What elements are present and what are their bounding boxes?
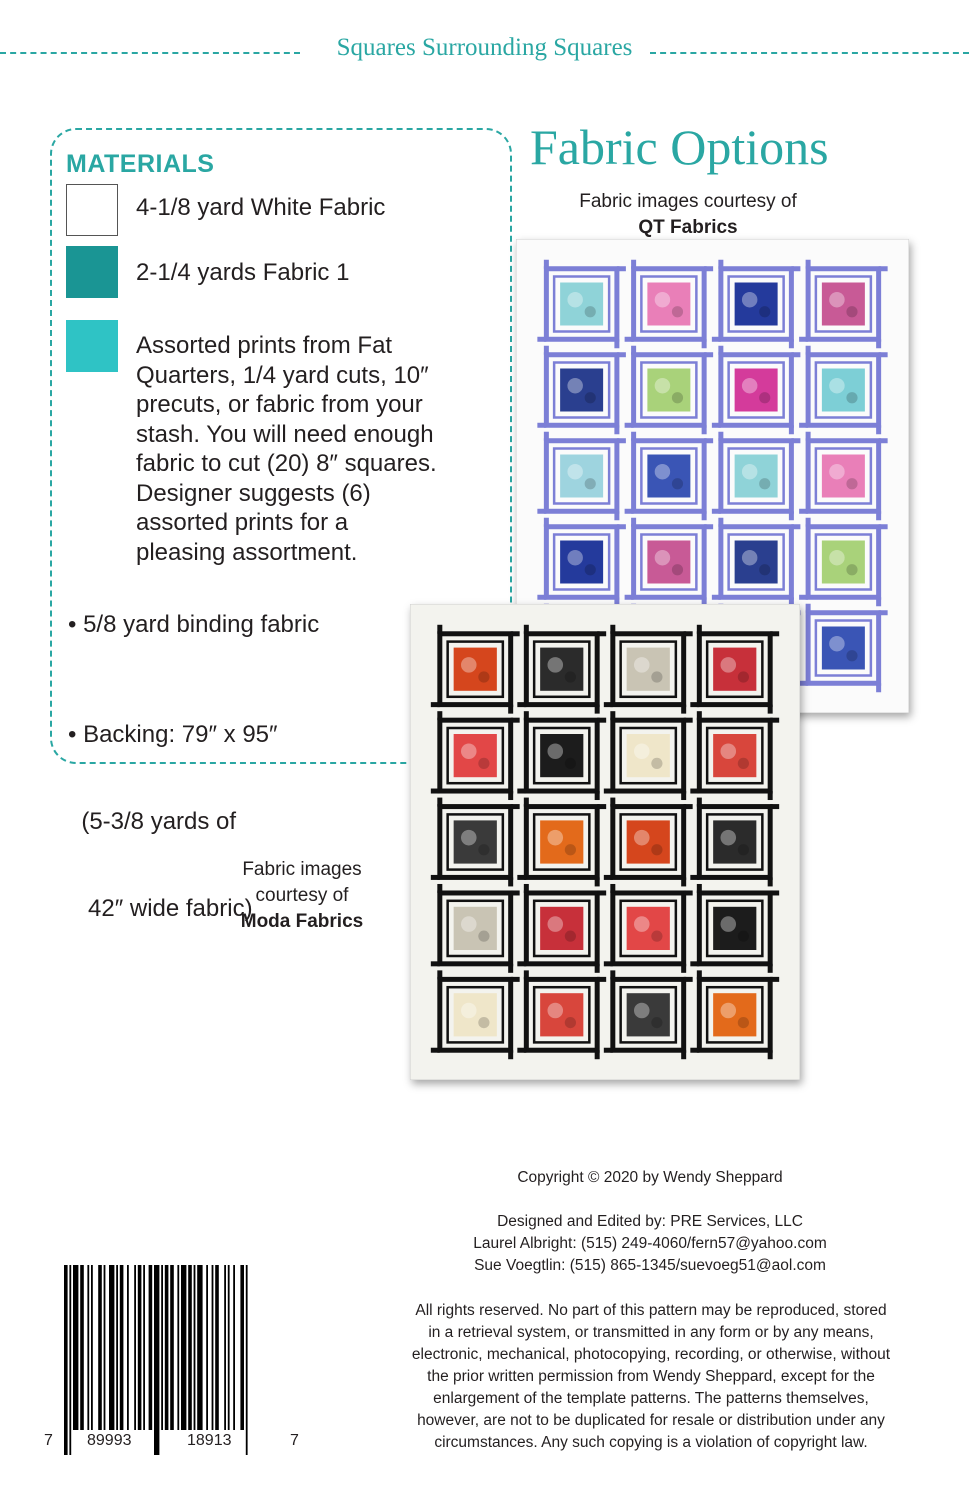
bullet-line: • 5/8 yard binding fabric bbox=[68, 611, 320, 638]
quilt-center-square bbox=[540, 734, 583, 777]
quilt-print-motif bbox=[759, 478, 770, 489]
rights-line: electronic, mechanical, photocopying, recording, or otherwise, without bbox=[411, 1346, 891, 1363]
quilt-print-motif bbox=[720, 657, 736, 673]
quilt-print-motif bbox=[478, 758, 489, 769]
fabric-options-title: Fabric Options bbox=[530, 119, 829, 175]
barcode-bar bbox=[98, 1265, 102, 1430]
quilt-print-motif bbox=[672, 564, 683, 575]
quilt-center-square bbox=[647, 455, 690, 498]
swatch-white bbox=[66, 184, 118, 236]
credit-left bbox=[200, 857, 404, 935]
quilt-center-square bbox=[735, 541, 778, 584]
quilt-center-square bbox=[627, 993, 670, 1036]
rights-line: however, are not to be duplicated for resale or distribution under any bbox=[417, 1412, 885, 1429]
quilt-print-motif bbox=[846, 392, 857, 403]
quilt-center-square bbox=[560, 369, 603, 412]
quilt-print-motif bbox=[567, 292, 582, 307]
quilt-print-motif bbox=[547, 830, 563, 846]
quilt-center-square bbox=[713, 993, 756, 1036]
rights-line: the prior written permission from Wendy Sheppard, except for the bbox=[427, 1368, 875, 1385]
barcode-bar bbox=[181, 1265, 186, 1430]
quilt-print-motif bbox=[585, 478, 596, 489]
quilt-print-motif bbox=[655, 464, 670, 479]
quilt-print-motif bbox=[634, 1003, 650, 1019]
quilt-center-square bbox=[713, 907, 756, 950]
quilt-print-motif bbox=[567, 464, 582, 479]
quilt-print-motif bbox=[672, 392, 683, 403]
quilt-print-motif bbox=[565, 758, 576, 769]
quilt-print-motif bbox=[738, 758, 749, 769]
quilt-print-motif bbox=[567, 550, 582, 565]
copyright-text: Copyright © 2020 by Wendy Sheppard bbox=[517, 1169, 783, 1186]
quilt-center-square bbox=[647, 541, 690, 584]
quilt-center-square bbox=[713, 820, 756, 863]
quilt-center-square bbox=[822, 369, 865, 412]
barcode-bar bbox=[194, 1265, 196, 1430]
quilt-print-motif bbox=[585, 564, 596, 575]
barcode-image bbox=[62, 1265, 302, 1455]
quilt-print-motif bbox=[655, 550, 670, 565]
quilt-center-square bbox=[540, 907, 583, 950]
quilt-center-square bbox=[627, 648, 670, 691]
quilt-center-square bbox=[540, 648, 583, 691]
quilt-center-square bbox=[822, 455, 865, 498]
quilt-print-motif bbox=[478, 1017, 489, 1028]
barcode-bar bbox=[149, 1265, 153, 1430]
credit-top-brand: QT Fabrics bbox=[638, 217, 738, 238]
quilt-print-motif bbox=[634, 916, 650, 932]
barcode-digit-4: 7 bbox=[290, 1432, 299, 1449]
quilt-center-square bbox=[560, 541, 603, 584]
credit-left-line: Fabric images bbox=[242, 859, 362, 880]
barcode-bar bbox=[143, 1265, 145, 1430]
rights-line: circumstances. Any such copying is a violation of copyright law. bbox=[434, 1434, 868, 1451]
bullet-line: • Backing: 79″ x 95″ bbox=[68, 721, 278, 748]
barcode-bar bbox=[246, 1265, 248, 1455]
barcode-bar bbox=[69, 1265, 71, 1455]
barcode-bar bbox=[109, 1265, 114, 1430]
quilt-print-motif bbox=[846, 478, 857, 489]
material-line: Designer suggests (6) bbox=[136, 479, 371, 507]
quilt-print-motif bbox=[738, 931, 749, 942]
credit-left-line: courtesy of bbox=[255, 885, 349, 906]
designed-line: Laurel Albright: (515) 249-4060/fern57@yahoo.com bbox=[473, 1235, 827, 1252]
quilt-print-motif bbox=[829, 464, 844, 479]
quilt-print-motif bbox=[547, 657, 563, 673]
material-item-1 bbox=[136, 193, 385, 223]
page-title: Squares Surrounding Squares bbox=[325, 34, 645, 61]
barcode-bar bbox=[206, 1265, 208, 1430]
quilt-center-square bbox=[822, 627, 865, 670]
quilt-print-motif bbox=[547, 916, 563, 932]
barcode-digit-1: 7 bbox=[44, 1432, 53, 1449]
quilt-print-motif bbox=[461, 830, 477, 846]
quilt-center-square bbox=[454, 993, 497, 1036]
quilt-print-motif bbox=[567, 378, 582, 393]
quilt-center-square bbox=[627, 820, 670, 863]
quilt-print-motif bbox=[461, 657, 477, 673]
barcode-bar bbox=[120, 1265, 124, 1430]
quilt-image-moda-fabrics bbox=[410, 604, 800, 1080]
quilt-center-square bbox=[647, 283, 690, 326]
quilt-print-motif bbox=[461, 744, 477, 760]
barcode-bar bbox=[104, 1265, 106, 1430]
quilt-print-motif bbox=[547, 744, 563, 760]
quilt-print-motif bbox=[585, 306, 596, 317]
quilt-print-motif bbox=[829, 292, 844, 307]
material-line: 4-1/8 yard White Fabric bbox=[136, 194, 386, 221]
material-line: Assorted prints from Fat bbox=[136, 332, 393, 359]
barcode-bar bbox=[212, 1265, 214, 1430]
quilt-print-motif bbox=[461, 916, 477, 932]
rights-block bbox=[340, 1300, 962, 1454]
quilt-center-square bbox=[560, 283, 603, 326]
barcode-bar bbox=[73, 1265, 78, 1430]
quilt-print-motif bbox=[651, 931, 662, 942]
quilt-print-motif bbox=[565, 931, 576, 942]
bullet-binding bbox=[68, 610, 319, 639]
quilt-print-motif bbox=[742, 292, 757, 307]
barcode-bar bbox=[138, 1265, 142, 1430]
quilt-center-square bbox=[560, 455, 603, 498]
quilt-print-motif bbox=[478, 844, 489, 855]
material-line: 2-1/4 yards Fabric 1 bbox=[136, 259, 350, 286]
quilt-print-motif bbox=[738, 1017, 749, 1028]
barcode-bar bbox=[170, 1265, 174, 1430]
quilt-print-motif bbox=[720, 830, 736, 846]
quilt-print-motif bbox=[634, 657, 650, 673]
quilt-print-motif bbox=[738, 671, 749, 682]
barcode-bar bbox=[154, 1265, 159, 1455]
barcode-bar bbox=[215, 1265, 219, 1430]
barcode-bar bbox=[64, 1265, 68, 1455]
quilt-print-motif bbox=[720, 744, 736, 760]
quilt-print-motif bbox=[478, 931, 489, 942]
quilt-center-square bbox=[454, 907, 497, 950]
quilt-print-motif bbox=[565, 1017, 576, 1028]
barcode-bar bbox=[80, 1265, 84, 1430]
quilt-print-motif bbox=[565, 844, 576, 855]
quilt-print-motif bbox=[565, 671, 576, 682]
quilt-center-square bbox=[735, 369, 778, 412]
quilt-center-square bbox=[713, 648, 756, 691]
quilt-center-square bbox=[822, 283, 865, 326]
barcode-bar bbox=[233, 1265, 235, 1430]
material-item-2 bbox=[136, 258, 349, 288]
quilt-print-motif bbox=[651, 844, 662, 855]
quilt-print-motif bbox=[829, 636, 844, 651]
material-item-3 bbox=[136, 331, 437, 567]
barcode-bar bbox=[161, 1265, 163, 1430]
quilt-print-motif bbox=[846, 306, 857, 317]
barcode-bar bbox=[91, 1265, 93, 1430]
designed-line: Designed and Edited by: PRE Services, LLC bbox=[497, 1213, 803, 1230]
quilt-center-square bbox=[454, 734, 497, 777]
quilt-print-motif bbox=[634, 744, 650, 760]
rights-line: in a retrieval system, or transmitted in any form or by any means, bbox=[428, 1324, 874, 1341]
barcode-bar bbox=[188, 1265, 192, 1430]
quilt-print-motif bbox=[655, 378, 670, 393]
quilt-center-square bbox=[540, 993, 583, 1036]
barcode-digit-3: 18913 bbox=[187, 1432, 232, 1449]
quilt-print-motif bbox=[651, 1017, 662, 1028]
barcode-bar bbox=[165, 1265, 169, 1430]
quilt-center-square bbox=[735, 455, 778, 498]
barcode-bar bbox=[228, 1265, 230, 1430]
quilt-print-motif bbox=[651, 671, 662, 682]
quilt-print-motif bbox=[742, 464, 757, 479]
quilt-print-motif bbox=[720, 916, 736, 932]
material-line: precuts, or fabric from your bbox=[136, 391, 423, 418]
quilt-print-motif bbox=[651, 758, 662, 769]
barcode-bar bbox=[197, 1265, 202, 1430]
swatch-fabric-1 bbox=[66, 246, 118, 298]
quilt-print-motif bbox=[547, 1003, 563, 1019]
swatch-assorted bbox=[66, 320, 118, 372]
quilt-print-motif bbox=[720, 1003, 736, 1019]
quilt-print-motif bbox=[585, 392, 596, 403]
bullet-line: (5-3/8 yards of bbox=[68, 808, 237, 835]
rights-line: enlargement of the template patterns. The patterns themselves, bbox=[433, 1390, 869, 1407]
quilt-print-motif bbox=[846, 564, 857, 575]
designed-line: Sue Voegtlin: (515) 865-1345/suevoeg51@aol.com bbox=[474, 1257, 826, 1274]
quilt-center-square bbox=[822, 541, 865, 584]
material-line: pleasing assortment. bbox=[136, 538, 358, 566]
quilt-print-motif bbox=[742, 550, 757, 565]
quilt-print-motif bbox=[672, 478, 683, 489]
quilt-center-square bbox=[735, 283, 778, 326]
quilt-print-motif bbox=[759, 306, 770, 317]
materials-title: MATERIALS bbox=[66, 150, 215, 178]
header-title-wrap bbox=[0, 34, 969, 62]
barcode-bar bbox=[134, 1265, 136, 1430]
material-line: Quarters, 1/4 yard cuts, 10″ bbox=[136, 361, 429, 389]
quilt-center-square bbox=[454, 820, 497, 863]
material-line: fabric to cut (20) 8″ squares. bbox=[136, 450, 437, 477]
quilt-print-motif bbox=[672, 306, 683, 317]
quilt-print-motif bbox=[759, 564, 770, 575]
barcode-bar bbox=[116, 1265, 118, 1430]
quilt-center-square bbox=[540, 820, 583, 863]
designed-by-block bbox=[380, 1211, 920, 1277]
rights-line: All rights reserved. No part of this pattern may be reproduced, stored bbox=[415, 1302, 887, 1319]
quilt-print-motif bbox=[655, 292, 670, 307]
quilt-print-motif bbox=[742, 378, 757, 393]
barcode-digit-2: 89993 bbox=[87, 1432, 132, 1449]
quilt-print-motif bbox=[461, 1003, 477, 1019]
credit-top bbox=[530, 189, 846, 241]
quilt-center-square bbox=[713, 734, 756, 777]
barcode-bar bbox=[87, 1265, 89, 1430]
quilt-center-square bbox=[627, 907, 670, 950]
quilt-print-motif bbox=[846, 650, 857, 661]
quilt-print-motif bbox=[738, 844, 749, 855]
quilt-center-square bbox=[454, 648, 497, 691]
quilt-print-motif bbox=[829, 378, 844, 393]
material-line: stash. You will need enough bbox=[136, 420, 434, 448]
quilt-print-motif bbox=[478, 671, 489, 682]
credit-top-text: Fabric images courtesy of bbox=[579, 191, 797, 212]
barcode-bar bbox=[177, 1265, 179, 1430]
quilt-print-motif bbox=[759, 392, 770, 403]
material-line: assorted prints for a bbox=[136, 509, 349, 536]
barcode-bar bbox=[240, 1265, 244, 1430]
barcode-bar bbox=[127, 1265, 129, 1430]
barcode-bar bbox=[224, 1265, 226, 1430]
credit-left-brand: Moda Fabrics bbox=[240, 911, 364, 932]
quilt-center-square bbox=[647, 369, 690, 412]
quilt-print-motif bbox=[829, 550, 844, 565]
bullet-line: 42″ wide fabric) bbox=[68, 895, 253, 922]
quilt-print-motif bbox=[634, 830, 650, 846]
quilt-center-square bbox=[627, 734, 670, 777]
